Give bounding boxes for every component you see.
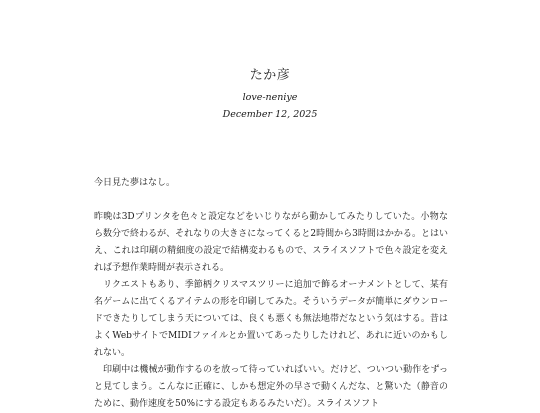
- document-date: December 12, 2025: [222, 109, 318, 120]
- paragraph-printing: 印刷中は機械が動作するのを放って待っていればいい。だけど、ついつい動作をずっと見てしまう。こんなに正確に、しかも想定外の早さで動くんだな、と驚いた（静音のために、動作速度を50%にする設定もあるみたいだ）。スライスソフト: [94, 365, 448, 409]
- paragraph-ornament: リクエストもあり、季節柄クリスマスツリーに追加で飾るオーナメントとして、某有名ゲームに出てくるアイテムの形を印刷してみた。そういうデータが簡単にダウンロードできたりしてしまう天については、良くも悪くも無法地帯だなという気はする。昔はよくWebサイトでMIDIファイルとか置いてあったりしたけれど、あれに近いのかもしれない。: [94, 280, 448, 358]
- document-title: たか彦: [249, 68, 291, 83]
- document-body: [94, 175, 448, 413]
- paragraph-dream: 今日見た夢はなし。: [94, 178, 176, 188]
- paragraph-3d-printer: 昨晩は3Dプリンタを色々と設定などをいじりながら動かしてみたりしていた。小物なら数分で終わるが、それなりの大きさになってくると2時間から3時間はかかる。とはいえ、これは印刷の精細度の設定で結構変わるもので、スライスソフトで色々設定を変えれば予想作業時間が表示される。: [94, 212, 448, 273]
- document-author: love-neniye: [242, 92, 298, 103]
